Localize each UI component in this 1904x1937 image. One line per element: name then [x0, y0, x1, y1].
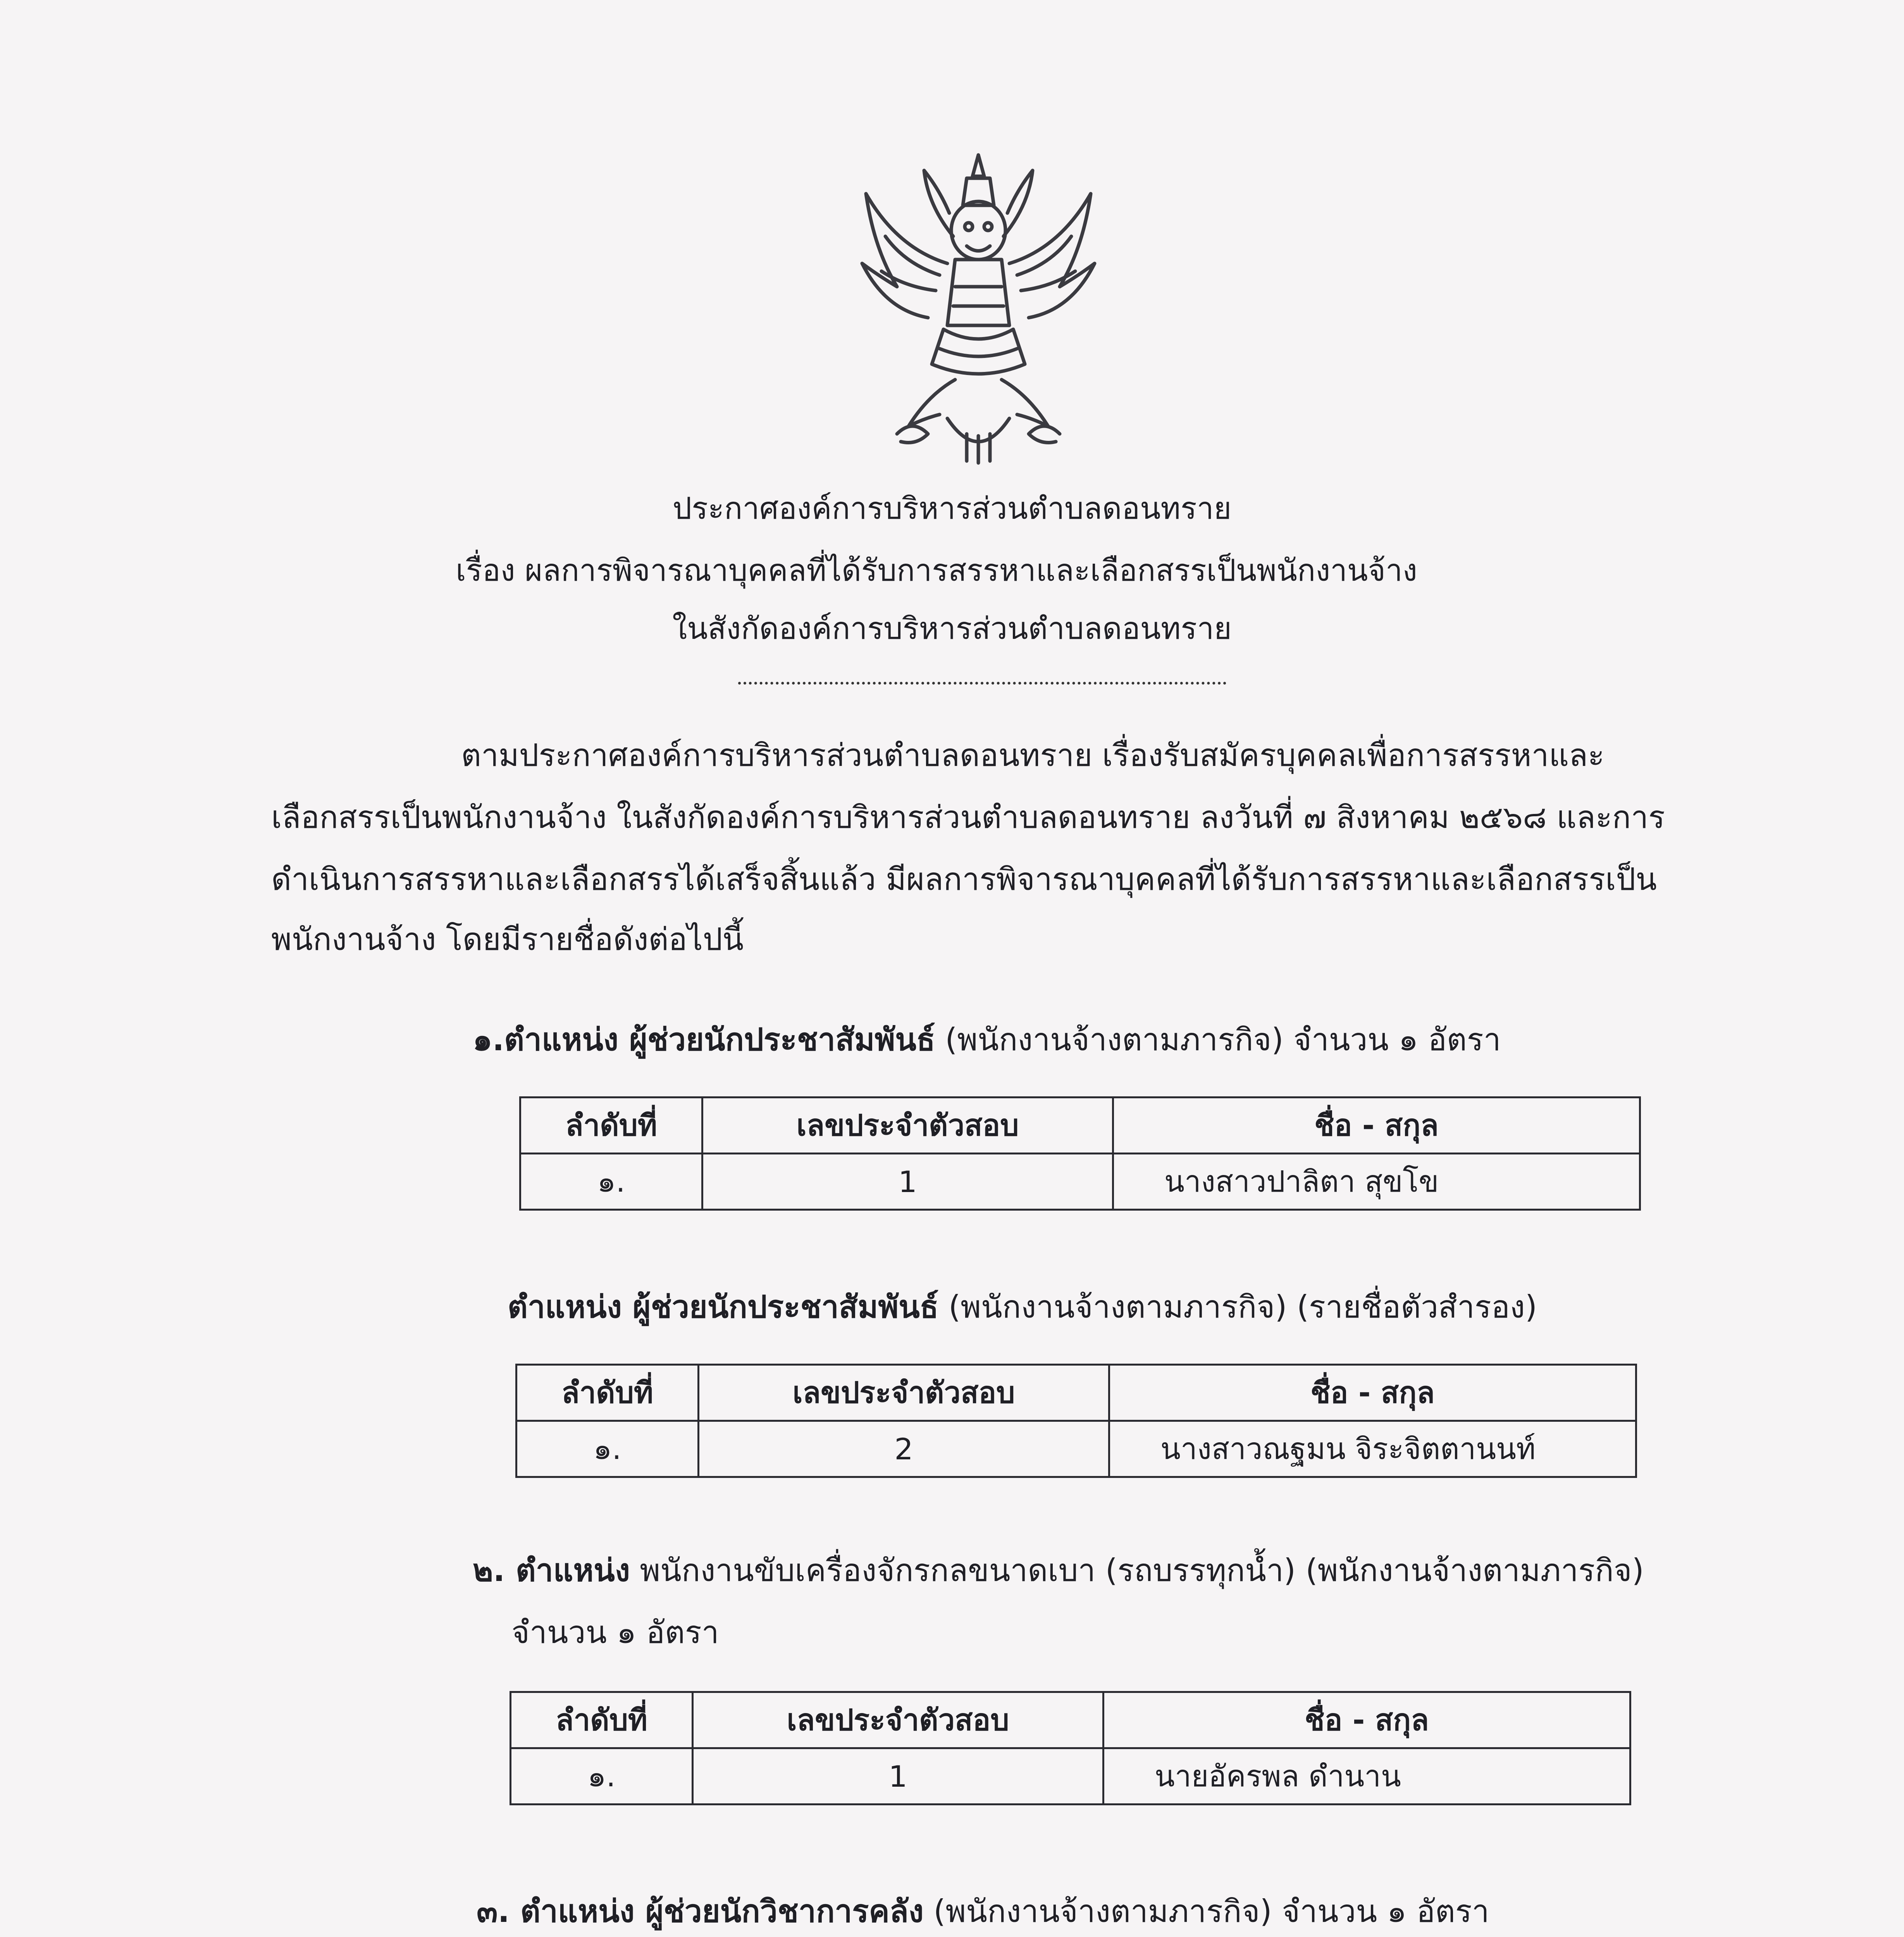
header-exam-id: เลขประจำตัวสอบ — [702, 1098, 1113, 1154]
intro-line-3: ดำเนินการสรรหาและเลือกสรรได้เสร็จสิ้นแล้ว มีผลการพิจารณาบุคคลที่ได้รับการสรรหาและเลือกสรรเป็น — [271, 861, 1657, 897]
section-1-reserve-heading — [508, 1282, 1537, 1331]
cell-exam-id: 2 — [699, 1421, 1109, 1477]
section-heading-rest: (พนักงานจ้างตามภารกิจ) จำนวน ๑ อัตรา — [923, 1893, 1489, 1929]
section-3-heading — [477, 1887, 1489, 1936]
header-name: ชื่อ - สกุล — [1113, 1098, 1640, 1154]
results-table-1 — [519, 1096, 1641, 1211]
section-heading-bold: ๑.ตำแหน่ง ผู้ช่วยนักประชาสัมพันธ์ — [473, 1022, 935, 1058]
header-order: ลำดับที่ — [511, 1692, 693, 1748]
header-exam-id: เลขประจำตัวสอบ — [693, 1692, 1103, 1748]
table-header-row — [520, 1098, 1640, 1154]
cell-order: ๑. — [511, 1748, 693, 1805]
announcement-title: ประกาศองค์การบริหารส่วนตำบลดอนทราย — [672, 491, 1232, 526]
header-order: ลำดับที่ — [520, 1098, 702, 1154]
title-divider — [738, 682, 1226, 685]
table-row — [516, 1421, 1636, 1477]
results-table-2 — [510, 1691, 1631, 1805]
section-heading-bold: ตำแหน่ง ผู้ช่วยนักประชาสัมพันธ์ — [508, 1289, 939, 1325]
section-2-heading — [473, 1546, 1644, 1595]
cell-exam-id: 1 — [693, 1748, 1103, 1805]
announcement-subject: เรื่อง ผลการพิจารณาบุคคลที่ได้รับการสรรหาและเลือกสรรเป็นพนักงานจ้าง — [456, 553, 1417, 588]
header-order: ลำดับที่ — [516, 1365, 699, 1421]
cell-name: นางสาวณฐมน จิระจิตตานนท์ — [1109, 1421, 1636, 1477]
intro-line-4: พนักงานจ้าง โดยมีรายชื่อดังต่อไปนี้ — [271, 921, 744, 957]
cell-name: นางสาวปาลิตา สุขโข — [1113, 1154, 1640, 1210]
cell-name: นายอัครพล ดำนาน — [1103, 1748, 1630, 1805]
garuda-emblem-icon — [850, 147, 1106, 469]
section-heading-bold: ๒. ตำแหน่ง — [473, 1552, 630, 1588]
cell-order: ๑. — [520, 1154, 702, 1210]
table-header-row — [516, 1365, 1636, 1421]
section-1-heading — [473, 1015, 1501, 1064]
section-heading-rest: (พนักงานจ้างตามภารกิจ) (รายชื่อตัวสำรอง) — [938, 1289, 1537, 1325]
header-name: ชื่อ - สกุล — [1109, 1365, 1636, 1421]
intro-line-1: ตามประกาศองค์การบริหารส่วนตำบลดอนทราย เรื่องรับสมัครบุคคลเพื่อการสรรหาและ — [461, 737, 1605, 773]
section-heading-bold: ๓. ตำแหน่ง ผู้ช่วยนักวิชาการคลัง — [477, 1893, 924, 1929]
cell-exam-id: 1 — [702, 1154, 1113, 1210]
header-name: ชื่อ - สกุล — [1103, 1692, 1630, 1748]
cell-order: ๑. — [516, 1421, 699, 1477]
section-heading-rest: (พนักงานจ้างตามภารกิจ) จำนวน ๑ อัตรา — [935, 1022, 1501, 1058]
section-2-heading-line2: จำนวน ๑ อัตรา — [511, 1614, 719, 1650]
table-row — [520, 1154, 1640, 1210]
intro-line-2: เลือกสรรเป็นพนักงานจ้าง ในสังกัดองค์การบริหารส่วนตำบลดอนทราย ลงวันที่ ๗ สิงหาคม ๒๕๖๘ และการ — [271, 799, 1665, 835]
table-header-row — [511, 1692, 1630, 1748]
results-table-1-reserve — [515, 1364, 1637, 1478]
section-heading-rest: พนักงานขับเครื่องจักรกลขนาดเบา (รถบรรทุกน้ำ) (พนักงานจ้างตามภารกิจ) — [630, 1552, 1644, 1588]
table-row — [511, 1748, 1630, 1805]
announcement-subject-line2: ในสังกัดองค์การบริหารส่วนตำบลดอนทราย — [672, 611, 1232, 646]
header-exam-id: เลขประจำตัวสอบ — [699, 1365, 1109, 1421]
